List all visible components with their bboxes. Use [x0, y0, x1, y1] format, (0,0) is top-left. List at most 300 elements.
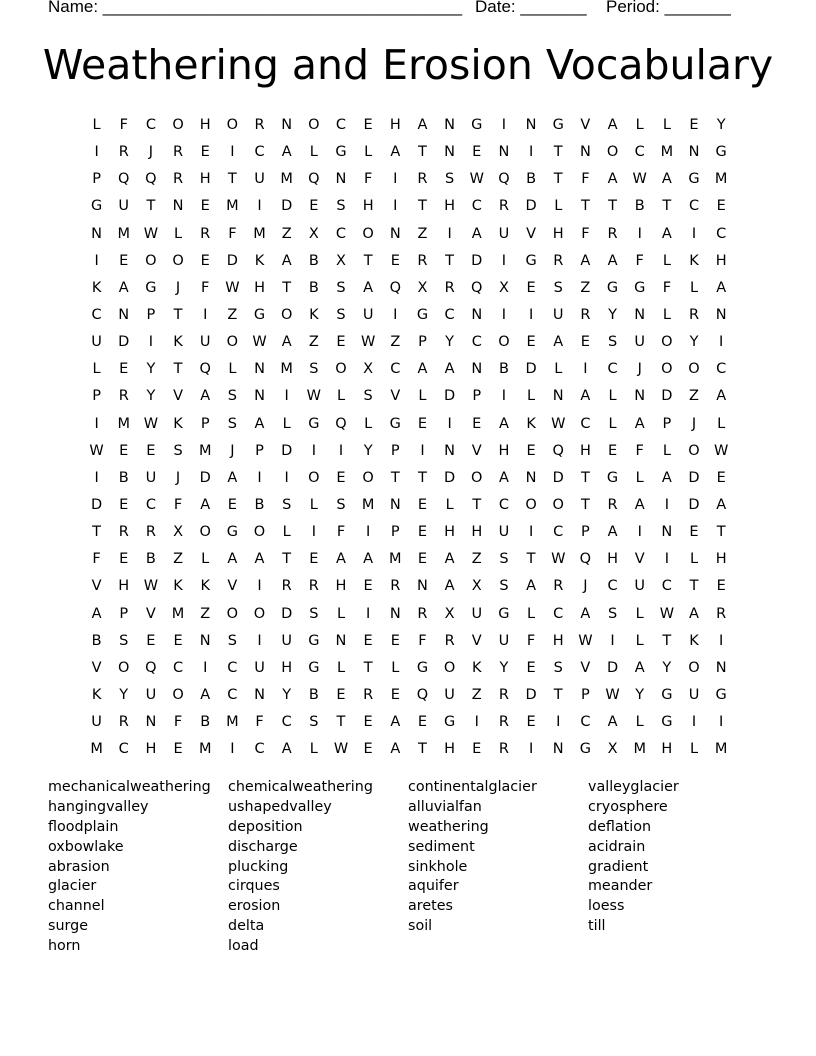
grid-letter: I	[94, 469, 99, 486]
grid-letter: E	[472, 415, 482, 432]
grid-letter: G	[715, 144, 727, 161]
word-bank-column	[588, 778, 768, 957]
grid-letter: I	[311, 524, 316, 541]
grid-letter: C	[471, 334, 482, 351]
grid-letter: R	[417, 252, 428, 269]
grid-row	[83, 411, 735, 438]
grid-letter: A	[281, 741, 292, 758]
grid-letter: V	[173, 388, 183, 405]
grid-letter: E	[309, 551, 319, 568]
grid-letter: Q	[579, 551, 592, 568]
word-bank-column	[228, 778, 408, 957]
grid-letter: H	[199, 117, 211, 133]
grid-letter: N	[444, 442, 456, 459]
grid-letter: A	[689, 605, 699, 622]
grid-letter: F	[581, 225, 590, 242]
grid-letter: P	[92, 388, 101, 405]
grid-letter: K	[91, 279, 102, 296]
grid-letter: I	[257, 578, 262, 595]
grid-letter: T	[553, 171, 563, 188]
grid-letter: E	[716, 578, 726, 595]
grid-row	[83, 139, 735, 166]
grid-letter: A	[526, 578, 537, 595]
grid-letter: R	[580, 306, 591, 323]
grid-letter: C	[145, 117, 156, 133]
grid-letter: U	[199, 334, 211, 351]
grid-letter: I	[94, 144, 99, 161]
grid-letter: L	[662, 252, 671, 269]
grid-letter: X	[498, 279, 509, 296]
grid-letter: A	[118, 279, 129, 296]
grid-letter: T	[282, 279, 292, 296]
grid-letter: R	[308, 578, 319, 595]
grid-letter: E	[363, 714, 373, 731]
grid-letter: L	[282, 415, 291, 432]
word-bank-item: weathering	[408, 818, 489, 835]
grid-letter: I	[447, 415, 452, 432]
grid-letter: L	[445, 496, 454, 513]
grid-letter: A	[716, 388, 727, 405]
grid-letter: L	[336, 605, 346, 622]
grid-letter: U	[471, 605, 483, 622]
grid-letter: S	[336, 279, 346, 296]
grid-letter: I	[148, 334, 154, 351]
grid-letter: B	[145, 551, 156, 568]
word-bank-item: floodplain	[48, 818, 119, 835]
grid-letter: T	[418, 469, 427, 486]
grid-letter: R	[498, 686, 509, 703]
grid-letter: P	[119, 605, 129, 622]
grid-letter: X	[336, 252, 346, 269]
grid-letter: B	[634, 198, 645, 215]
word-bank-item: alluvialfan	[408, 798, 482, 815]
grid-letter: W	[605, 686, 620, 703]
grid-letter: M	[280, 361, 293, 378]
grid-letter: F	[418, 632, 427, 649]
grid-letter: S	[309, 605, 319, 622]
grid-letter: A	[607, 252, 618, 269]
grid-letter: L	[635, 714, 644, 731]
grid-letter: R	[498, 714, 509, 731]
grid-letter: B	[118, 469, 129, 486]
grid-letter: G	[579, 741, 592, 758]
grid-letter: H	[552, 632, 564, 649]
grid-letter: T	[390, 469, 400, 486]
grid-letter: K	[526, 415, 536, 432]
grid-letter: R	[118, 144, 129, 161]
grid-letter: R	[498, 741, 509, 758]
grid-letter: H	[145, 741, 157, 758]
grid-letter: L	[418, 388, 427, 405]
grid-letter: C	[580, 415, 591, 432]
word-bank-item: ushapedvalley	[228, 798, 332, 815]
grid-letter: I	[583, 361, 588, 378]
grid-letter: M	[226, 714, 239, 731]
word-bank-item: sinkhole	[408, 858, 468, 875]
grid-letter: L	[336, 659, 346, 676]
grid-letter: C	[553, 605, 564, 622]
grid-letter: E	[363, 741, 373, 758]
grid-letter: D	[525, 198, 537, 215]
grid-letter: F	[255, 714, 264, 731]
word-bank-item: hangingvalley	[48, 798, 149, 815]
grid-row	[83, 356, 735, 383]
grid-letter: S	[336, 306, 346, 323]
grid-letter: O	[226, 117, 239, 133]
grid-letter: L	[364, 415, 373, 432]
grid-letter: K	[472, 659, 482, 676]
grid-letter: A	[444, 578, 455, 595]
grid-letter: M	[117, 225, 130, 242]
grid-letter: O	[688, 361, 700, 378]
grid-letter: O	[199, 524, 211, 541]
grid-letter: L	[201, 551, 210, 568]
grid-letter: E	[689, 524, 699, 541]
grid-letter: G	[661, 714, 673, 731]
grid-letter: T	[526, 551, 536, 568]
grid-letter: B	[308, 686, 319, 703]
grid-row	[83, 519, 735, 546]
grid-letter: R	[444, 632, 455, 649]
grid-letter: G	[416, 659, 429, 676]
grid-letter: S	[607, 605, 618, 622]
word-bank-item: acidrain	[588, 838, 646, 855]
grid-letter: A	[580, 605, 591, 622]
grid-letter: L	[689, 551, 699, 568]
grid-letter: R	[254, 117, 265, 133]
grid-letter: A	[281, 334, 292, 351]
grid-letter: X	[607, 741, 618, 758]
grid-letter: U	[118, 198, 130, 215]
grid-letter: T	[472, 496, 482, 513]
word-bank-item: cryosphere	[588, 798, 668, 815]
grid-letter: R	[417, 605, 428, 622]
word-bank-item: horn	[48, 938, 81, 955]
grid-letter: N	[525, 469, 537, 486]
grid-letter: Q	[335, 415, 347, 432]
grid-letter: V	[526, 225, 537, 242]
grid-letter: I	[719, 632, 724, 649]
grid-letter: T	[418, 198, 427, 215]
grid-letter: S	[227, 388, 237, 405]
grid-letter: T	[580, 198, 590, 215]
grid-letter: C	[661, 578, 672, 595]
grid-letter: O	[308, 469, 320, 486]
grid-letter: U	[498, 524, 510, 541]
grid-row	[83, 248, 735, 275]
grid-letter: J	[148, 144, 154, 161]
grid-letter: A	[661, 469, 672, 486]
grid-letter: O	[253, 605, 266, 622]
grid-letter: A	[716, 496, 727, 513]
grid-letter: X	[363, 361, 374, 378]
grid-letter: W	[578, 632, 593, 649]
grid-letter: P	[146, 306, 156, 323]
grid-letter: X	[308, 225, 319, 242]
word-bank-item: till	[588, 918, 606, 935]
grid-letter: P	[581, 686, 590, 703]
grid-letter: N	[417, 578, 428, 595]
grid-letter: O	[172, 252, 184, 269]
grid-letter: D	[688, 469, 700, 486]
grid-letter: B	[91, 632, 102, 649]
grid-letter: G	[688, 171, 700, 188]
grid-letter: N	[552, 388, 564, 405]
student-info-header	[48, 0, 768, 21]
grid-letter: W	[306, 388, 321, 405]
grid-letter: A	[661, 225, 672, 242]
grid-letter: E	[119, 252, 129, 269]
grid-letter: W	[632, 171, 647, 188]
grid-letter: I	[311, 442, 316, 459]
grid-letter: I	[528, 741, 534, 758]
word-bank-item: load	[228, 938, 259, 955]
grid-letter: A	[607, 171, 618, 188]
grid-letter: L	[92, 361, 101, 378]
grid-letter: C	[716, 361, 727, 378]
grid-letter: C	[498, 496, 509, 513]
grid-letter: N	[91, 225, 102, 242]
grid-letter: I	[284, 388, 289, 405]
grid-letter: H	[607, 551, 618, 568]
grid-letter: T	[146, 198, 156, 215]
grid-letter: Y	[363, 442, 373, 459]
grid-letter: C	[91, 306, 102, 323]
grid-letter: A	[634, 659, 645, 676]
grid-letter: A	[498, 415, 509, 432]
grid-letter: V	[580, 117, 591, 133]
grid-letter: T	[418, 144, 427, 161]
grid-letter: A	[281, 144, 292, 161]
grid-letter: S	[227, 415, 237, 432]
grid-letter: O	[226, 605, 239, 622]
grid-letter: M	[198, 442, 212, 459]
grid-letter: T	[363, 659, 373, 676]
grid-letter: D	[688, 496, 700, 513]
grid-row	[83, 573, 735, 600]
grid-letter: L	[554, 198, 563, 215]
grid-letter: I	[338, 442, 344, 459]
grid-letter: L	[309, 496, 318, 513]
grid-letter: A	[227, 469, 238, 486]
grid-letter: C	[471, 198, 482, 215]
word-bank	[48, 778, 768, 957]
grid-letter: V	[91, 578, 102, 595]
grid-letter: T	[662, 632, 672, 649]
grid-letter: N	[498, 144, 510, 161]
grid-letter: Q	[416, 686, 429, 703]
grid-letter: H	[199, 171, 211, 188]
grid-letter: T	[689, 578, 699, 595]
grid-letter: A	[553, 334, 564, 351]
grid-letter: A	[200, 686, 211, 703]
grid-letter: O	[362, 469, 374, 486]
grid-letter: C	[444, 306, 455, 323]
grid-letter: T	[173, 361, 183, 378]
grid-letter: B	[200, 714, 211, 731]
grid-letter: I	[230, 144, 235, 161]
grid-letter: G	[634, 279, 646, 296]
grid-letter: M	[660, 144, 674, 161]
grid-letter: U	[688, 686, 700, 703]
word-bank-item: cirques	[228, 878, 280, 895]
grid-letter: O	[525, 496, 537, 513]
grid-letter: S	[227, 632, 237, 649]
grid-letter: S	[309, 361, 319, 378]
grid-letter: Y	[146, 361, 156, 378]
grid-letter: L	[662, 442, 671, 459]
grid-letter: T	[227, 171, 237, 188]
grid-letter: I	[447, 225, 452, 242]
grid-letter: T	[608, 198, 617, 215]
grid-letter: C	[390, 361, 401, 378]
grid-letter: H	[552, 225, 564, 242]
grid-letter: S	[607, 334, 618, 351]
grid-letter: D	[661, 388, 673, 405]
grid-letter: W	[143, 225, 159, 242]
grid-letter: Q	[199, 361, 211, 378]
grid-letter: F	[662, 279, 672, 296]
grid-letter: I	[664, 551, 669, 568]
grid-letter: I	[501, 388, 507, 405]
grid-letter: T	[282, 551, 292, 568]
grid-letter: S	[363, 388, 373, 405]
grid-letter: D	[281, 198, 293, 215]
grid-letter: N	[335, 171, 347, 188]
grid-letter: N	[715, 306, 727, 323]
grid-letter: N	[634, 388, 646, 405]
grid-letter: V	[471, 632, 482, 649]
grid-letter: B	[254, 496, 265, 513]
grid-letter: G	[471, 117, 483, 133]
grid-letter: N	[254, 388, 265, 405]
grid-letter: E	[390, 252, 400, 269]
grid-letter: N	[471, 306, 483, 323]
grid-letter: T	[363, 252, 373, 269]
grid-letter: A	[390, 144, 401, 161]
grid-letter: J	[637, 361, 642, 378]
grid-letter: M	[633, 741, 646, 758]
grid-letter: D	[226, 252, 238, 269]
grid-letter: H	[444, 198, 456, 215]
grid-letter: T	[418, 741, 427, 758]
grid-letter: A	[634, 496, 645, 513]
grid-letter: K	[309, 306, 319, 323]
grid-letter: G	[498, 605, 510, 622]
grid-letter: D	[118, 334, 130, 351]
grid-letter: S	[119, 632, 129, 649]
grid-letter: A	[716, 279, 727, 296]
grid-letter: T	[445, 252, 455, 269]
grid-letter: O	[172, 686, 184, 703]
grid-letter: D	[281, 605, 293, 622]
grid-letter: N	[172, 198, 184, 215]
grid-letter: Q	[389, 279, 401, 296]
grid-letter: D	[552, 469, 564, 486]
grid-letter: G	[443, 714, 456, 731]
grid-letter: M	[389, 551, 402, 568]
grid-letter: L	[527, 388, 536, 405]
word-bank-item: aretes	[408, 898, 453, 915]
grid-letter: T	[336, 714, 346, 731]
grid-letter: N	[389, 496, 401, 513]
grid-letter: R	[363, 686, 374, 703]
grid-letter: E	[173, 741, 183, 758]
grid-letter: R	[553, 252, 564, 269]
grid-letter: E	[227, 496, 237, 513]
word-bank-item: delta	[228, 918, 265, 935]
grid-letter: R	[553, 578, 564, 595]
grid-letter: A	[254, 551, 265, 568]
grid-letter: E	[119, 551, 129, 568]
word-bank-column	[48, 778, 228, 957]
grid-letter: I	[719, 714, 724, 731]
grid-letter: N	[254, 361, 265, 378]
grid-letter: G	[308, 415, 320, 432]
grid-letter: N	[688, 144, 700, 161]
grid-letter: P	[418, 334, 427, 351]
grid-letter: I	[420, 442, 425, 459]
grid-letter: E	[146, 632, 156, 649]
grid-letter: G	[226, 524, 238, 541]
grid-letter: Z	[471, 551, 482, 568]
grid-letter: E	[363, 117, 373, 133]
grid-letter: I	[501, 306, 507, 323]
grid-letter: Q	[498, 171, 510, 188]
grid-letter: E	[526, 659, 536, 676]
grid-letter: G	[606, 279, 619, 296]
word-bank-item: deflation	[588, 818, 652, 835]
grid-letter: C	[172, 659, 184, 676]
grid-letter: V	[634, 551, 645, 568]
grid-letter: X	[471, 578, 482, 595]
grid-letter: L	[662, 306, 671, 323]
grid-letter: L	[309, 144, 318, 161]
grid-letter: L	[662, 117, 671, 133]
grid-letter: A	[363, 279, 374, 296]
grid-letter: R	[173, 144, 184, 161]
grid-letter: A	[390, 714, 401, 731]
grid-letter: L	[635, 605, 644, 622]
grid-row	[83, 302, 735, 329]
grid-letter: O	[498, 334, 510, 351]
grid-letter: Z	[281, 225, 292, 242]
grid-letter: K	[91, 686, 102, 703]
grid-letter: V	[91, 659, 102, 676]
grid-letter: Z	[227, 306, 238, 323]
grid-letter: U	[91, 334, 102, 351]
grid-letter: A	[607, 714, 618, 731]
grid-letter: D	[606, 659, 619, 676]
grid-letter: S	[336, 496, 346, 513]
grid-letter: R	[281, 578, 292, 595]
grid-letter: A	[91, 605, 102, 622]
grid-letter: L	[635, 632, 644, 649]
grid-letter: I	[501, 117, 507, 133]
grid-letter: O	[606, 144, 619, 161]
grid-letter: F	[173, 496, 183, 513]
grid-letter: I	[203, 306, 208, 323]
grid-letter: E	[363, 578, 373, 595]
grid-letter: Y	[635, 686, 645, 703]
grid-letter: T	[716, 524, 726, 541]
grid-letter: W	[551, 415, 566, 432]
grid-letter: B	[526, 171, 537, 188]
grid-letter: F	[363, 171, 373, 188]
word-bank-item: gradient	[588, 858, 649, 875]
grid-row	[83, 329, 735, 356]
grid-letter: G	[253, 306, 266, 323]
